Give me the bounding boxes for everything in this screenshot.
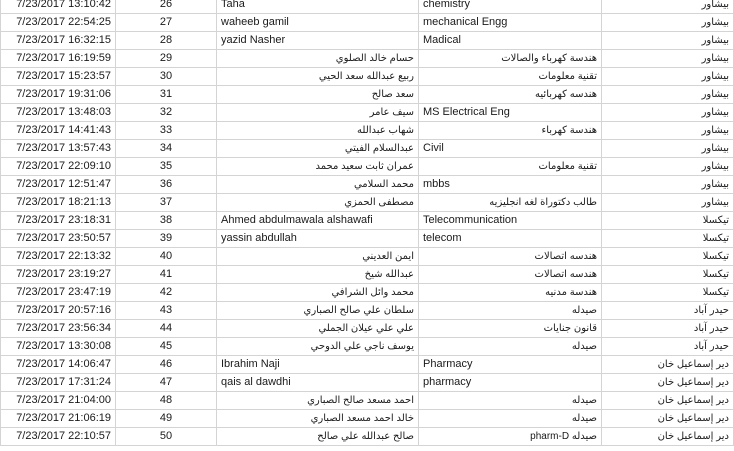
timestamp-cell[interactable]	[1, 194, 116, 212]
name-text: qais al dawdhi	[221, 376, 291, 388]
name-cell[interactable]	[217, 284, 419, 302]
timestamp-text: 7/23/2017 12:51:47	[16, 178, 111, 190]
major-text: هندسه اتصالات	[534, 251, 597, 262]
number-text: 26	[159, 0, 173, 10]
city-text: بيشاور	[701, 125, 729, 136]
major-cell[interactable]	[419, 320, 602, 338]
major-text: تقنية معلومات	[538, 161, 597, 172]
major-text: هندسة كهرباء والصالات	[501, 53, 597, 64]
major-cell[interactable]	[419, 0, 602, 14]
major-cell[interactable]	[419, 86, 602, 104]
table-row	[1, 374, 734, 392]
number-text: 31	[159, 88, 173, 100]
timestamp-cell[interactable]	[1, 374, 116, 392]
name-text: عمران ثابت سعيد محمد	[315, 161, 414, 172]
number-cell[interactable]	[116, 266, 217, 284]
city-text: بيشاور	[701, 0, 729, 10]
timestamp-text: 7/23/2017 21:04:00	[16, 394, 111, 406]
table-row	[1, 104, 734, 122]
city-cell[interactable]	[602, 176, 734, 194]
city-text: حيدر آباد	[693, 305, 729, 316]
major-cell[interactable]	[419, 14, 602, 32]
major-text: mbbs	[423, 178, 450, 190]
name-text: صالح عبدالله علي صالح	[317, 431, 414, 442]
name-cell[interactable]	[217, 374, 419, 392]
city-cell[interactable]	[602, 86, 734, 104]
timestamp-text: 7/23/2017 13:30:08	[16, 340, 111, 352]
number-cell[interactable]	[116, 248, 217, 266]
name-cell[interactable]	[217, 14, 419, 32]
timestamp-cell[interactable]	[1, 212, 116, 230]
timestamp-cell[interactable]	[1, 68, 116, 86]
name-cell[interactable]	[217, 176, 419, 194]
city-cell[interactable]	[602, 14, 734, 32]
major-text: طالب دكتوراة لغه انجليزيه	[489, 197, 597, 208]
table-row	[1, 86, 734, 104]
number-cell[interactable]	[116, 140, 217, 158]
city-cell[interactable]	[602, 392, 734, 410]
number-text: 48	[159, 394, 173, 406]
name-cell[interactable]	[217, 194, 419, 212]
major-cell[interactable]	[419, 68, 602, 86]
city-text: دير إسماعيل خان	[657, 359, 729, 370]
name-text: ربيع عبدالله سعد الحيي	[318, 71, 414, 82]
name-text: حسام خالد الصلوي	[335, 53, 414, 64]
number-text: 28	[159, 34, 173, 46]
city-cell[interactable]	[602, 68, 734, 86]
major-cell[interactable]	[419, 338, 602, 356]
timestamp-cell[interactable]	[1, 356, 116, 374]
timestamp-cell[interactable]	[1, 428, 116, 446]
major-cell[interactable]	[419, 230, 602, 248]
name-cell[interactable]	[217, 68, 419, 86]
timestamp-cell[interactable]	[1, 392, 116, 410]
timestamp-text: 7/23/2017 18:21:13	[16, 196, 111, 208]
table-body	[1, 0, 734, 446]
city-cell[interactable]	[602, 266, 734, 284]
number-cell[interactable]	[116, 428, 217, 446]
number-cell[interactable]	[116, 158, 217, 176]
timestamp-text: 7/23/2017 21:06:19	[16, 412, 111, 424]
timestamp-text: 7/23/2017 14:41:43	[16, 124, 111, 136]
table-row	[1, 212, 734, 230]
city-cell[interactable]	[602, 338, 734, 356]
timestamp-text: 7/23/2017 22:09:10	[16, 160, 111, 172]
major-text: Pharmacy	[423, 358, 473, 370]
major-text: MS Electrical Eng	[423, 106, 510, 118]
name-text: Ibrahim Naji	[221, 358, 280, 370]
number-text: 30	[159, 70, 173, 82]
number-cell[interactable]	[116, 320, 217, 338]
number-text: 34	[159, 142, 173, 154]
number-cell[interactable]	[116, 410, 217, 428]
timestamp-cell[interactable]	[1, 302, 116, 320]
timestamp-text: 7/23/2017 15:23:57	[16, 70, 111, 82]
timestamp-cell[interactable]	[1, 320, 116, 338]
name-text: شهاب عبدالله	[357, 125, 414, 136]
name-text: احمد مسعد صالح الصباري	[307, 395, 414, 406]
city-cell[interactable]	[602, 248, 734, 266]
timestamp-cell[interactable]	[1, 32, 116, 50]
name-cell[interactable]	[217, 0, 419, 14]
name-text: Taha	[221, 0, 245, 10]
number-cell[interactable]	[116, 0, 217, 14]
number-cell[interactable]	[116, 14, 217, 32]
major-text: chemistry	[423, 0, 471, 10]
city-cell[interactable]	[602, 140, 734, 158]
number-cell[interactable]	[116, 392, 217, 410]
major-text: Madical	[423, 34, 461, 46]
city-text: تيكسلا	[702, 233, 729, 244]
name-text: محمد وائل الشرافي	[331, 287, 414, 298]
name-cell[interactable]	[217, 122, 419, 140]
name-text: Ahmed abdulmawala alshawafi	[221, 214, 373, 226]
number-cell[interactable]	[116, 212, 217, 230]
name-cell[interactable]	[217, 428, 419, 446]
city-cell[interactable]	[602, 122, 734, 140]
table-row	[1, 248, 734, 266]
major-cell[interactable]	[419, 194, 602, 212]
number-cell[interactable]	[116, 68, 217, 86]
name-text: محمد السلامي	[353, 179, 414, 190]
name-text: يوسف ناجي علي الدوحي	[310, 341, 414, 352]
name-cell[interactable]	[217, 320, 419, 338]
table-row	[1, 68, 734, 86]
table-row	[1, 122, 734, 140]
timestamp-cell[interactable]	[1, 230, 116, 248]
table-row	[1, 302, 734, 320]
timestamp-cell[interactable]	[1, 14, 116, 32]
number-cell[interactable]	[116, 284, 217, 302]
major-text: صيدله	[571, 395, 597, 406]
number-cell[interactable]	[116, 230, 217, 248]
timestamp-cell[interactable]	[1, 104, 116, 122]
major-cell[interactable]	[419, 410, 602, 428]
name-text: مصطفى الحمزي	[344, 197, 414, 208]
timestamp-text: 7/23/2017 19:31:06	[16, 88, 111, 100]
number-text: 45	[159, 340, 173, 352]
timestamp-text: 7/23/2017 16:32:15	[16, 34, 111, 46]
major-text: هندسه كهربائيه	[535, 89, 597, 100]
timestamp-text: 7/23/2017 22:13:32	[16, 250, 111, 262]
number-text: 47	[159, 376, 173, 388]
major-text: Civil	[423, 142, 444, 154]
name-text: ايمن العديني	[362, 251, 414, 262]
city-cell[interactable]	[602, 230, 734, 248]
timestamp-cell[interactable]	[1, 284, 116, 302]
name-text: سلطان علي صالح الصباري	[303, 305, 414, 316]
name-cell[interactable]	[217, 356, 419, 374]
number-text: 50	[159, 430, 173, 442]
name-text: خالد احمد مسعد الصباري	[310, 413, 414, 424]
city-text: دير إسماعيل خان	[657, 377, 729, 388]
number-text: 40	[159, 250, 173, 262]
major-cell[interactable]	[419, 266, 602, 284]
major-text: pharmacy	[423, 376, 472, 388]
number-text: 27	[159, 16, 173, 28]
name-cell[interactable]	[217, 248, 419, 266]
timestamp-text: 7/23/2017 13:10:42	[16, 0, 111, 10]
city-cell[interactable]	[602, 356, 734, 374]
table-row	[1, 428, 734, 446]
name-cell[interactable]	[217, 392, 419, 410]
timestamp-cell[interactable]	[1, 338, 116, 356]
name-cell[interactable]	[217, 32, 419, 50]
timestamp-text: 7/23/2017 17:31:24	[16, 376, 111, 388]
timestamp-cell[interactable]	[1, 86, 116, 104]
major-cell[interactable]	[419, 392, 602, 410]
major-text: صيدله	[571, 413, 597, 424]
major-cell[interactable]	[419, 32, 602, 50]
table-row	[1, 32, 734, 50]
table-row	[1, 194, 734, 212]
timestamp-text: 7/23/2017 14:06:47	[16, 358, 111, 370]
city-text: بيشاور	[701, 53, 729, 64]
number-cell[interactable]	[116, 122, 217, 140]
name-cell[interactable]	[217, 266, 419, 284]
name-cell[interactable]	[217, 212, 419, 230]
city-text: بيشاور	[701, 179, 729, 190]
number-text: 32	[159, 106, 173, 118]
number-text: 46	[159, 358, 173, 370]
number-cell[interactable]	[116, 194, 217, 212]
name-text: عبدالله شيخ	[364, 269, 414, 280]
city-cell[interactable]	[602, 284, 734, 302]
name-text: عبدالسلام الفيتي	[344, 143, 414, 154]
number-cell[interactable]	[116, 176, 217, 194]
major-text: صيدله	[571, 341, 597, 352]
number-cell[interactable]	[116, 104, 217, 122]
number-text: 42	[159, 286, 173, 298]
city-cell[interactable]	[602, 104, 734, 122]
major-text: هندسة مدنيه	[545, 287, 597, 298]
number-text: 33	[159, 124, 173, 136]
table-row	[1, 0, 734, 14]
city-cell[interactable]	[602, 374, 734, 392]
city-text: بيشاور	[701, 143, 729, 154]
timestamp-cell[interactable]	[1, 140, 116, 158]
name-text: سعد صالح	[371, 89, 414, 100]
number-text: 39	[159, 232, 173, 244]
city-cell[interactable]	[602, 158, 734, 176]
table-row	[1, 392, 734, 410]
table-row	[1, 230, 734, 248]
major-cell[interactable]	[419, 284, 602, 302]
number-cell[interactable]	[116, 338, 217, 356]
number-text: 37	[159, 196, 173, 208]
timestamp-text: 7/23/2017 23:18:31	[16, 214, 111, 226]
number-cell[interactable]	[116, 374, 217, 392]
major-text: telecom	[423, 232, 462, 244]
timestamp-cell[interactable]	[1, 122, 116, 140]
city-text: بيشاور	[701, 35, 729, 46]
name-cell[interactable]	[217, 302, 419, 320]
city-text: بيشاور	[701, 107, 729, 118]
city-text: تيكسلا	[702, 215, 729, 226]
major-text: صيدله	[571, 305, 597, 316]
timestamp-text: 7/23/2017 13:57:43	[16, 142, 111, 154]
timestamp-text: 7/23/2017 13:48:03	[16, 106, 111, 118]
major-cell[interactable]	[419, 158, 602, 176]
timestamp-text: 7/23/2017 23:19:27	[16, 268, 111, 280]
name-cell[interactable]	[217, 104, 419, 122]
city-text: تيكسلا	[702, 287, 729, 298]
table-row	[1, 356, 734, 374]
major-text: هندسة كهرباء	[541, 125, 597, 136]
city-cell[interactable]	[602, 50, 734, 68]
name-text: waheeb gamil	[221, 16, 289, 28]
table-row	[1, 176, 734, 194]
number-cell[interactable]	[116, 50, 217, 68]
major-cell[interactable]	[419, 122, 602, 140]
major-cell[interactable]	[419, 50, 602, 68]
timestamp-cell[interactable]	[1, 50, 116, 68]
city-cell[interactable]	[602, 302, 734, 320]
table-row	[1, 140, 734, 158]
major-cell[interactable]	[419, 302, 602, 320]
name-cell[interactable]	[217, 140, 419, 158]
number-cell[interactable]	[116, 86, 217, 104]
major-cell[interactable]	[419, 176, 602, 194]
timestamp-cell[interactable]	[1, 0, 116, 14]
name-cell[interactable]	[217, 86, 419, 104]
table-row	[1, 338, 734, 356]
number-cell[interactable]	[116, 32, 217, 50]
timestamp-text: 7/23/2017 23:50:57	[16, 232, 111, 244]
timestamp-text: 7/23/2017 22:10:57	[16, 430, 111, 442]
table-row	[1, 158, 734, 176]
major-text: تقنية معلومات	[538, 71, 597, 82]
major-cell[interactable]	[419, 212, 602, 230]
major-text: pharm-D صيدله	[530, 431, 597, 442]
city-text: تيكسلا	[702, 251, 729, 262]
name-text: yazid Nasher	[221, 34, 286, 46]
name-cell[interactable]	[217, 158, 419, 176]
number-text: 49	[159, 412, 173, 424]
number-text: 41	[159, 268, 173, 280]
table-row	[1, 50, 734, 68]
name-cell[interactable]	[217, 50, 419, 68]
city-cell[interactable]	[602, 428, 734, 446]
major-cell[interactable]	[419, 248, 602, 266]
city-cell[interactable]	[602, 212, 734, 230]
major-cell[interactable]	[419, 428, 602, 446]
number-cell[interactable]	[116, 302, 217, 320]
city-text: بيشاور	[701, 197, 729, 208]
number-text: 35	[159, 160, 173, 172]
major-text: Telecommunication	[423, 214, 518, 226]
timestamp-text: 7/23/2017 23:56:34	[16, 322, 111, 334]
city-cell[interactable]	[602, 0, 734, 14]
major-cell[interactable]	[419, 374, 602, 392]
timestamp-cell[interactable]	[1, 410, 116, 428]
table-row	[1, 284, 734, 302]
major-text: هندسه اتصالات	[534, 269, 597, 280]
city-cell[interactable]	[602, 320, 734, 338]
number-text: 36	[159, 178, 173, 190]
table-row	[1, 266, 734, 284]
timestamp-cell[interactable]	[1, 176, 116, 194]
city-cell[interactable]	[602, 410, 734, 428]
city-text: بيشاور	[701, 71, 729, 82]
name-text: علي علي عيلان الجملي	[318, 323, 414, 334]
name-text: yassin abdullah	[221, 232, 297, 244]
number-text: 44	[159, 322, 173, 334]
timestamp-cell[interactable]	[1, 158, 116, 176]
city-text: بيشاور	[701, 161, 729, 172]
major-text: قانون جنايات	[543, 323, 597, 334]
city-cell[interactable]	[602, 32, 734, 50]
city-text: حيدر آباد	[693, 341, 729, 352]
city-cell[interactable]	[602, 194, 734, 212]
timestamp-text: 7/23/2017 20:57:16	[16, 304, 111, 316]
table-row	[1, 320, 734, 338]
city-text: تيكسلا	[702, 269, 729, 280]
timestamp-cell[interactable]	[1, 266, 116, 284]
city-text: حيدر آباد	[693, 323, 729, 334]
number-text: 43	[159, 304, 173, 316]
major-cell[interactable]	[419, 356, 602, 374]
table-row	[1, 14, 734, 32]
name-cell[interactable]	[217, 338, 419, 356]
number-text: 29	[159, 52, 173, 64]
number-cell[interactable]	[116, 356, 217, 374]
timestamp-text: 7/23/2017 23:47:19	[16, 286, 111, 298]
timestamp-cell[interactable]	[1, 248, 116, 266]
name-cell[interactable]	[217, 410, 419, 428]
timestamp-text: 7/23/2017 22:54:25	[16, 16, 111, 28]
major-cell[interactable]	[419, 140, 602, 158]
major-text: mechanical Engg	[423, 16, 508, 28]
major-cell[interactable]	[419, 104, 602, 122]
table-row	[1, 410, 734, 428]
name-cell[interactable]	[217, 230, 419, 248]
city-text: بيشاور	[701, 89, 729, 100]
city-text: دير إسماعيل خان	[657, 413, 729, 424]
name-text: سيف عامر	[369, 107, 414, 118]
number-text: 38	[159, 214, 173, 226]
city-text: دير إسماعيل خان	[657, 395, 729, 406]
timestamp-text: 7/23/2017 16:19:59	[16, 52, 111, 64]
city-text: بيشاور	[701, 17, 729, 28]
city-text: دير إسماعيل خان	[657, 431, 729, 442]
